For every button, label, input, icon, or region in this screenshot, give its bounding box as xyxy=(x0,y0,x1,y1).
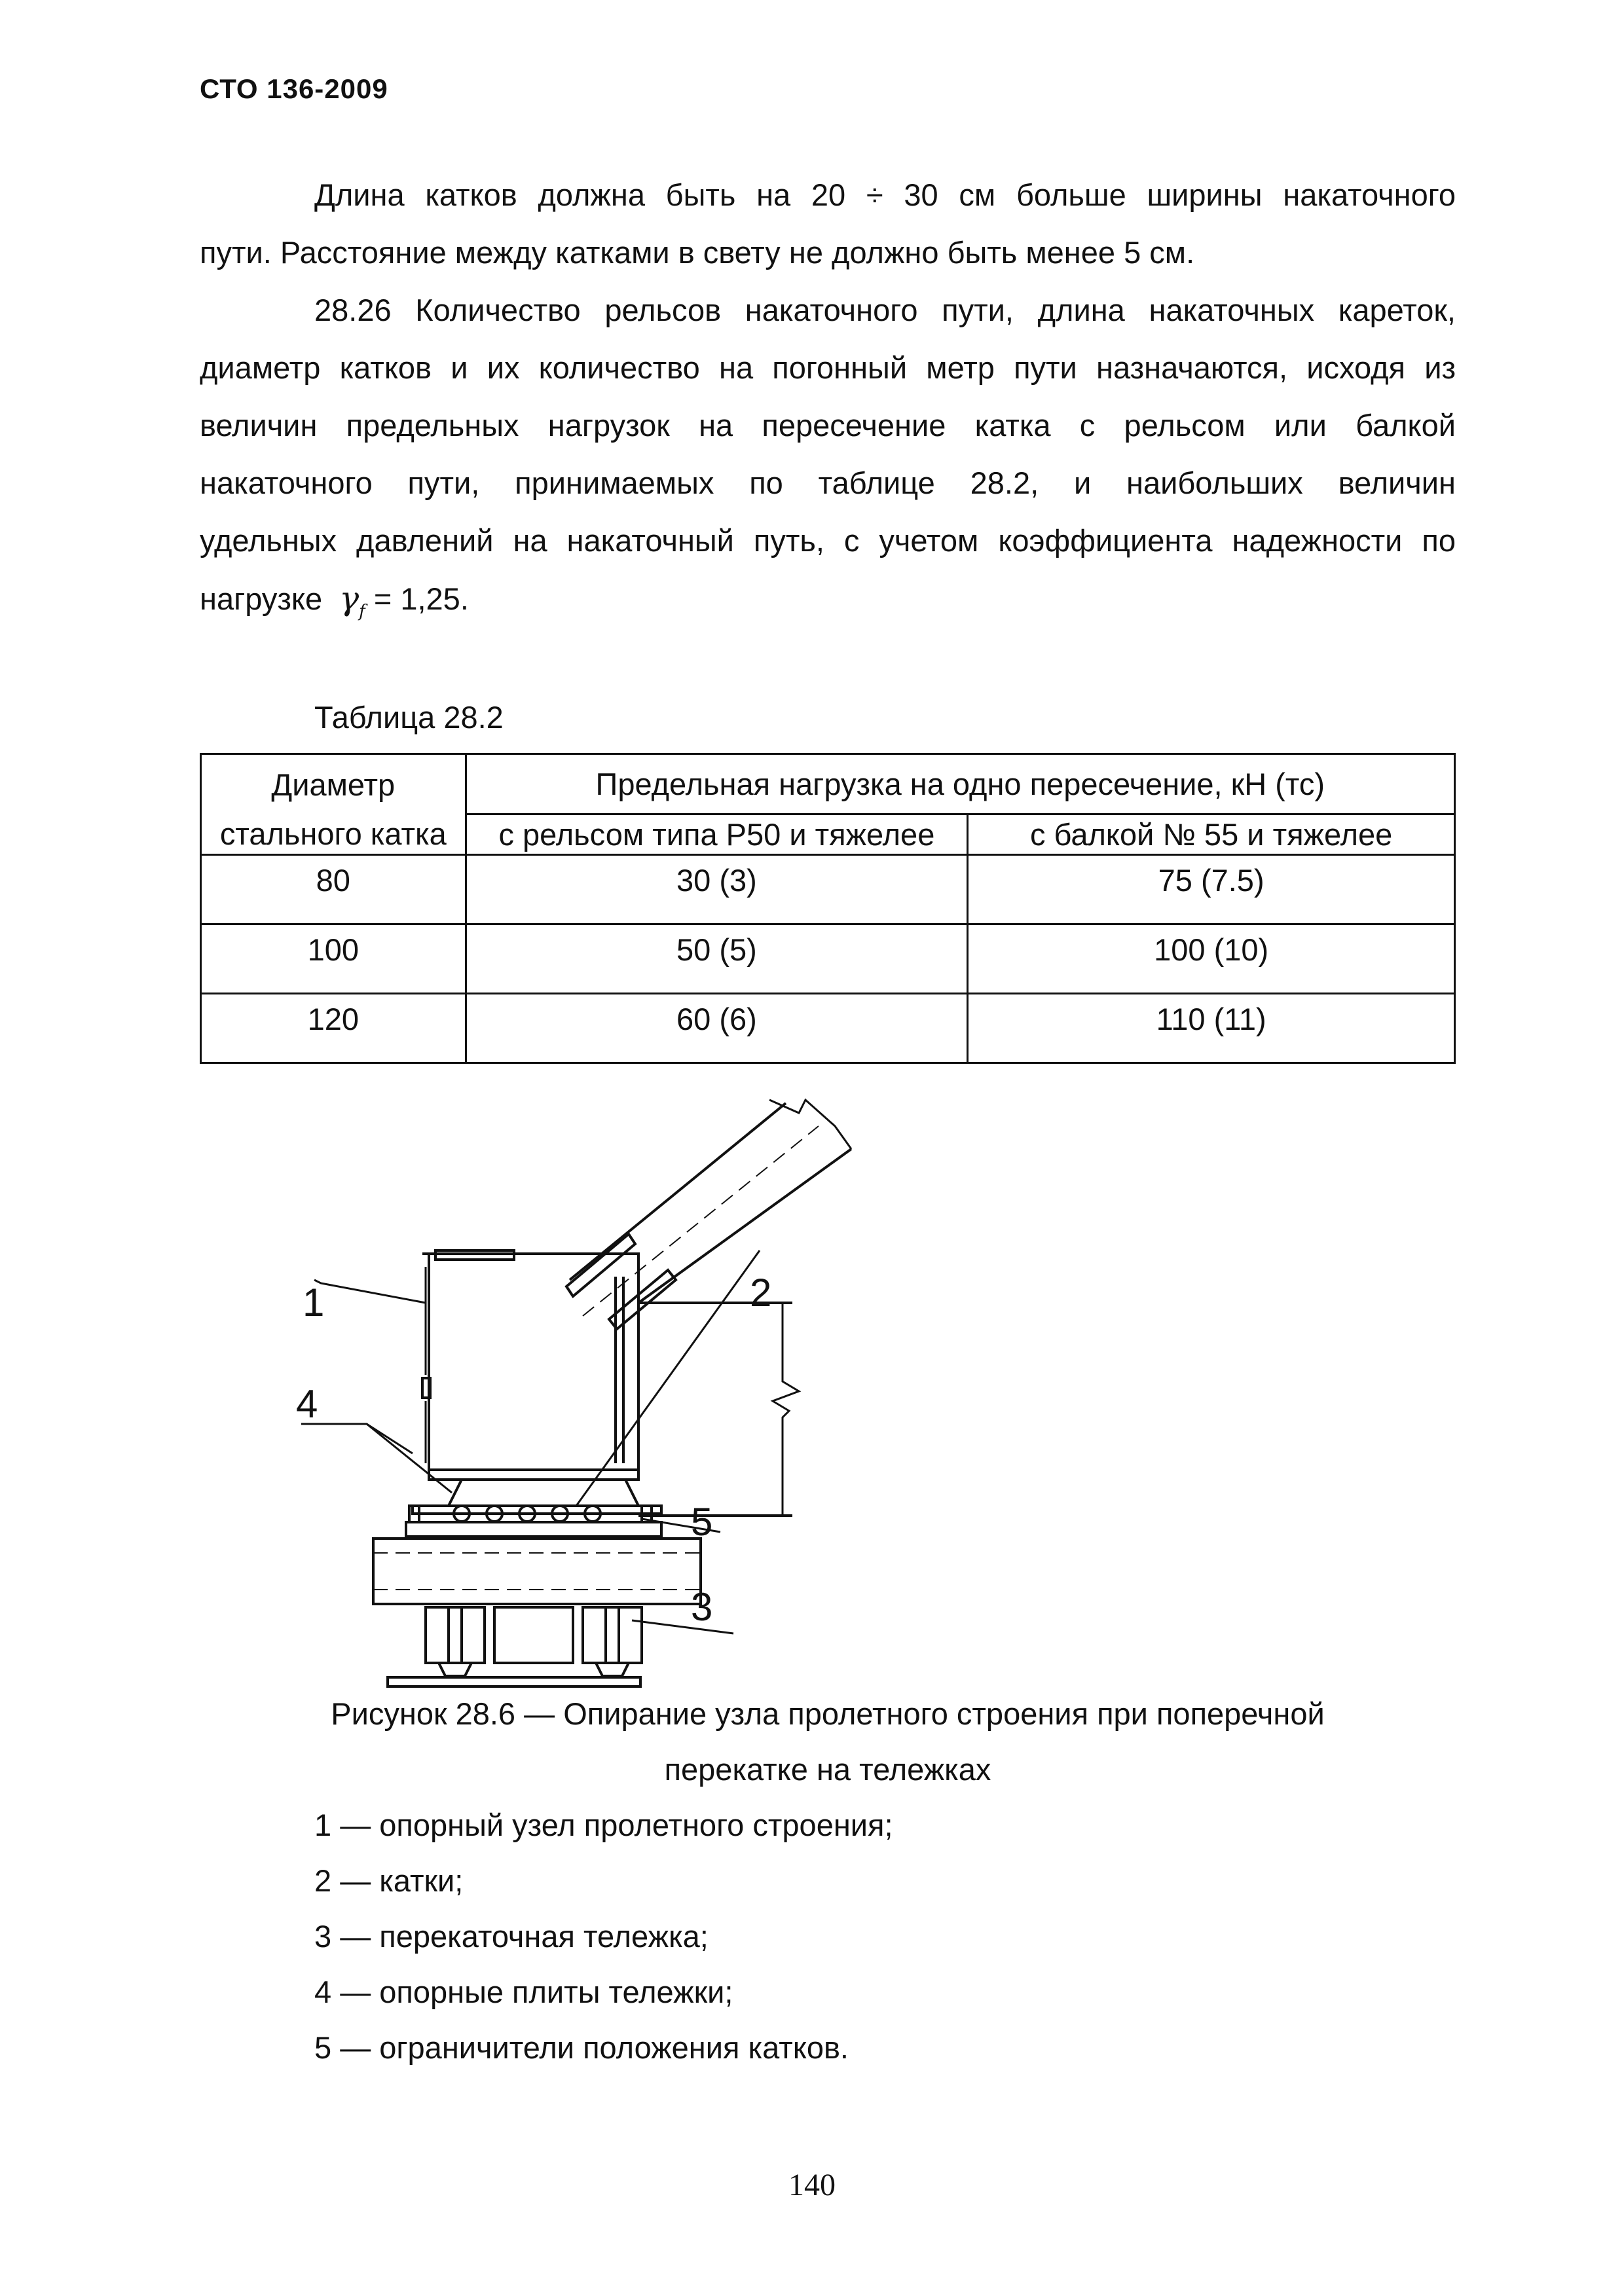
leader-line-2 xyxy=(576,1250,760,1506)
base-plate xyxy=(386,1676,642,1688)
table-row xyxy=(201,855,1455,924)
cell-beam: 110 (11) xyxy=(968,994,1455,1063)
break-line-icon xyxy=(773,1303,799,1516)
figure-label-1: 1 xyxy=(303,1281,325,1324)
header-diameter-line1: Диаметр xyxy=(201,754,466,814)
upper-bearing-plate xyxy=(449,1480,638,1506)
rail-icon xyxy=(596,1663,629,1676)
gusset-plate xyxy=(566,1234,635,1296)
cell-diameter: 80 xyxy=(201,855,466,924)
paragraph-line: 28.26 Количество рельсов накаточного пути, длина накаточных кареток, xyxy=(314,293,1456,327)
legend-item: 3 — перекаточная тележка; xyxy=(314,1919,709,1954)
cell-beam: 100 (10) xyxy=(968,924,1455,994)
gamma-subscript: f xyxy=(359,602,365,621)
trolley-body xyxy=(373,1539,701,1604)
leader-line-1 xyxy=(314,1280,426,1303)
legend-item: 5 — ограничители положения катков. xyxy=(314,2030,849,2065)
paragraph-line: удельных давлений на накаточный путь, с учетом коэффициента надежности по xyxy=(200,523,1456,558)
trolley-wheel xyxy=(494,1607,573,1663)
load-table xyxy=(200,753,1456,1064)
figure-caption-line2: перекатке на тележках xyxy=(664,1752,991,1787)
trolley-wheel xyxy=(583,1607,642,1663)
figure-label-3: 3 xyxy=(691,1585,713,1629)
roller-bed xyxy=(413,1506,661,1514)
cell-diameter: 120 xyxy=(201,994,466,1063)
paragraph-line: Длина катков должна быть на 20 ÷ 30 см больше ширины накаточного xyxy=(314,177,1456,212)
figure-label-4: 4 xyxy=(296,1382,318,1426)
paragraph-28-26 xyxy=(200,282,1456,640)
cell-rail: 30 (3) xyxy=(466,855,968,924)
support-node-box xyxy=(429,1254,638,1470)
rail-icon xyxy=(439,1663,471,1676)
figure-label-2: 2 xyxy=(750,1271,772,1315)
legend-item: 1 — опорный узел пролетного строения; xyxy=(314,1808,893,1842)
paragraph-roller-length xyxy=(200,166,1456,282)
leader-line-3 xyxy=(632,1620,733,1633)
paragraph-line: диаметр катков и их количество на погонный метр пути назначаются, исходя из xyxy=(200,350,1456,385)
table-row xyxy=(201,994,1455,1063)
paragraph-line: пути. Расстояние между катками в свету не должно быть менее 5 см. xyxy=(200,235,1195,270)
diagonal-member-edge xyxy=(638,1149,851,1303)
header-beam: с балкой № 55 и тяжелее xyxy=(968,814,1455,855)
diagonal-centerline xyxy=(583,1126,819,1316)
trolley-wheel xyxy=(426,1607,485,1663)
side-stiffener xyxy=(422,1378,430,1398)
header-rail: с рельсом типа Р50 и тяжелее xyxy=(466,814,968,855)
cell-rail: 60 (6) xyxy=(466,994,968,1063)
cell-diameter: 100 xyxy=(201,924,466,994)
gamma-letter: γ xyxy=(339,579,360,617)
page-number: 140 xyxy=(788,2168,836,2202)
legend-item: 4 — опорные плиты тележки; xyxy=(314,1975,733,2009)
header-limit-load: Предельная нагрузка на одно пересечение, кН (тс) xyxy=(466,754,1454,814)
header-diameter-line2: стального катка xyxy=(201,814,466,855)
gamma-symbol xyxy=(339,579,365,621)
formula-prefix: нагрузке xyxy=(200,581,323,616)
paragraph-line-formula xyxy=(200,570,1456,640)
support-node-drawing xyxy=(275,1087,864,1676)
table-row xyxy=(201,924,1455,994)
table-caption: Таблица 28.2 xyxy=(314,700,504,735)
leader-line-4b xyxy=(367,1424,413,1453)
paragraph-line: величин предельных нагрузок на пересечение катка с рельсом или балкой xyxy=(200,408,1456,443)
legend-item: 2 — катки; xyxy=(314,1863,464,1898)
formula-value: = 1,25. xyxy=(373,581,469,616)
figure-caption-line1: Рисунок 28.6 — Опирание узла пролетного строения при поперечной xyxy=(331,1696,1325,1731)
cell-beam: 75 (7.5) xyxy=(968,855,1455,924)
cell-rail: 50 (5) xyxy=(466,924,968,994)
bottom-plate xyxy=(429,1470,638,1480)
document-code: СТО 136-2009 xyxy=(200,73,388,104)
paragraph-line: накаточного пути, принимаемых по таблице 28.2, и наибольших величин xyxy=(200,465,1456,500)
figure-label-5: 5 xyxy=(691,1500,713,1544)
lower-bearing-plate xyxy=(406,1522,661,1537)
